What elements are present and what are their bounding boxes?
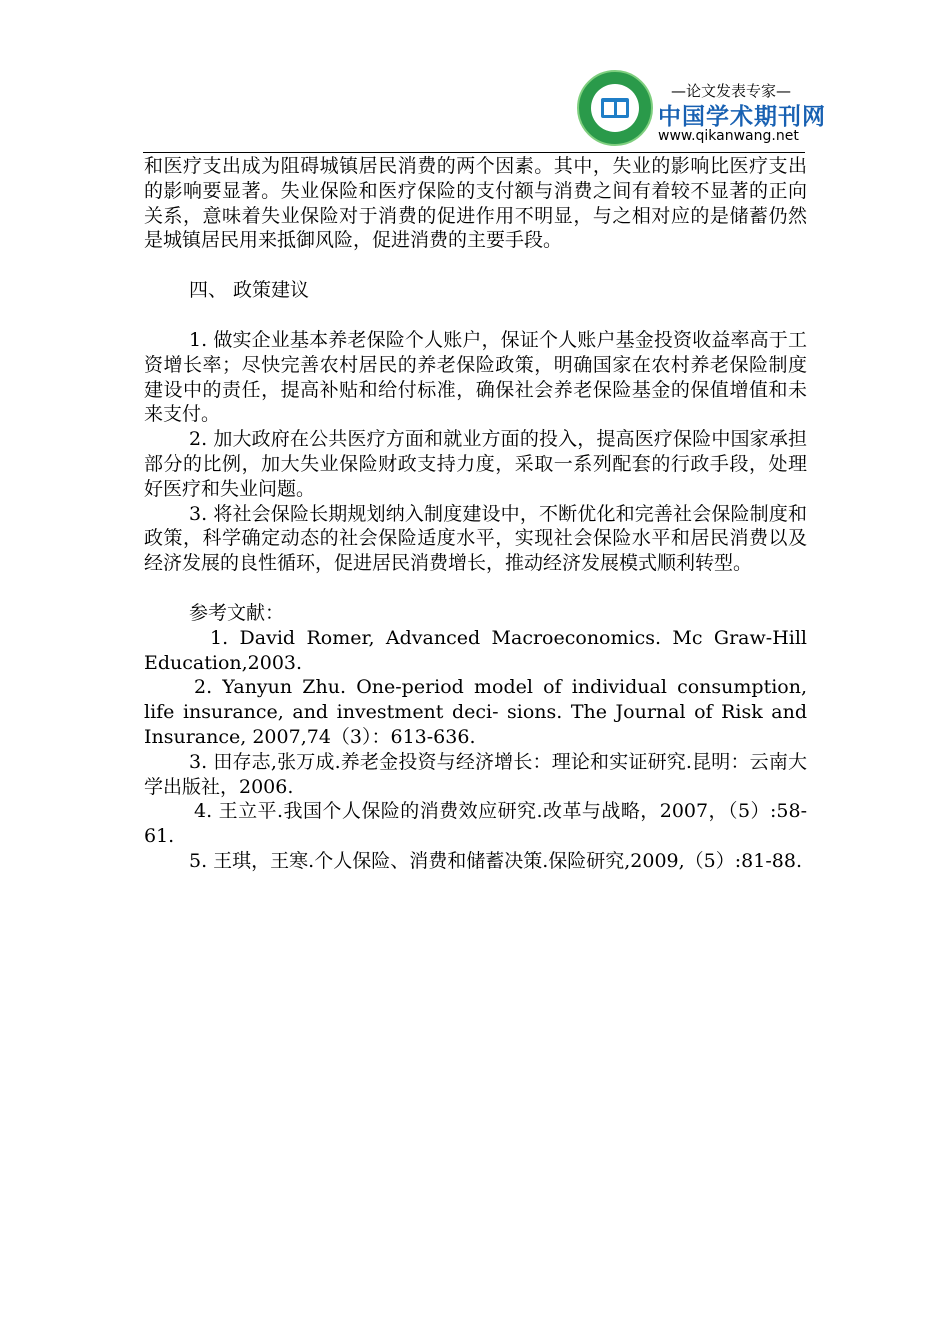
section-heading: 四、 政策建议: [189, 279, 310, 302]
reference-item: 5. 王琪，王寒.个人保险、消费和储蓄决策.保险研究,2009,（5）:81-88.: [189, 849, 802, 872]
intro-paragraph: 和医疗支出成为阻碍城镇居民消费的两个因素。其中，失业的影响比医疗支出的影响要显著。失业保险和医疗保险的支付额与消费之间有着较不显著的正向关系，意味着失业保险对于消费的促进作用不明显，与之相对应的是储蓄仍然是城镇居民用来抵御风险，促进消费的主要手段。: [144, 155, 807, 252]
header-divider: [143, 152, 805, 153]
reference-item: 1. David Romer, Advanced Macroeconomics. Mc Graw-Hill Education,2003.: [144, 626, 807, 674]
qikanwang-logo: [577, 70, 653, 146]
suggestion-item: 2. 加大政府在公共医疗方面和就业方面的投入，提高医疗保险中国家承担部分的比例，加大失业保险财政支持力度，采取一系列配套的行政手段，处理好医疗和失业问题。: [144, 428, 807, 500]
reference-item: 3. 田存志,张万成.养老金投资与经济增长：理论和实证研究.昆明：云南大学出版社，2006.: [144, 750, 807, 798]
book-icon: [601, 98, 629, 118]
site-url: www.qikanwang.net: [658, 128, 799, 144]
document-body: [144, 154, 807, 874]
suggestion-item: 3. 将社会保险长期规划纳入制度建设中，不断优化和完善社会保险制度和政策，科学确定动态的社会保险适度水平，实现社会保险水平和居民消费以及经济发展的良性循环，促进居民消费增长，推动经济发展模式顺利转型。: [144, 502, 807, 575]
header-slogan: —论文发表专家—: [670, 82, 791, 100]
brand-name: 中国学术期刊网: [658, 104, 826, 130]
page-header: [0, 0, 950, 150]
reference-item: 4. 王立平.我国个人保险的消费效应研究.改革与战略，2007，（5）:58-61.: [144, 800, 807, 848]
references-heading: 参考文献：: [189, 601, 285, 624]
suggestion-item: 1. 做实企业基本养老保险个人账户，保证个人账户基金投资收益率高于工资增长率；尽快完善农村居民的养老保险政策，明确国家在农村养老保险制度建设中的责任，提高补贴和给付标准，确保社会养老保险基金的保值增值和未来支付。: [144, 328, 807, 426]
reference-item: 2. Yanyun Zhu. One-period model of individual consumption, life insurance, and investment deci- sions. The Journal of Risk and Insurance, 2007,74（3）：613-636.: [144, 676, 807, 748]
